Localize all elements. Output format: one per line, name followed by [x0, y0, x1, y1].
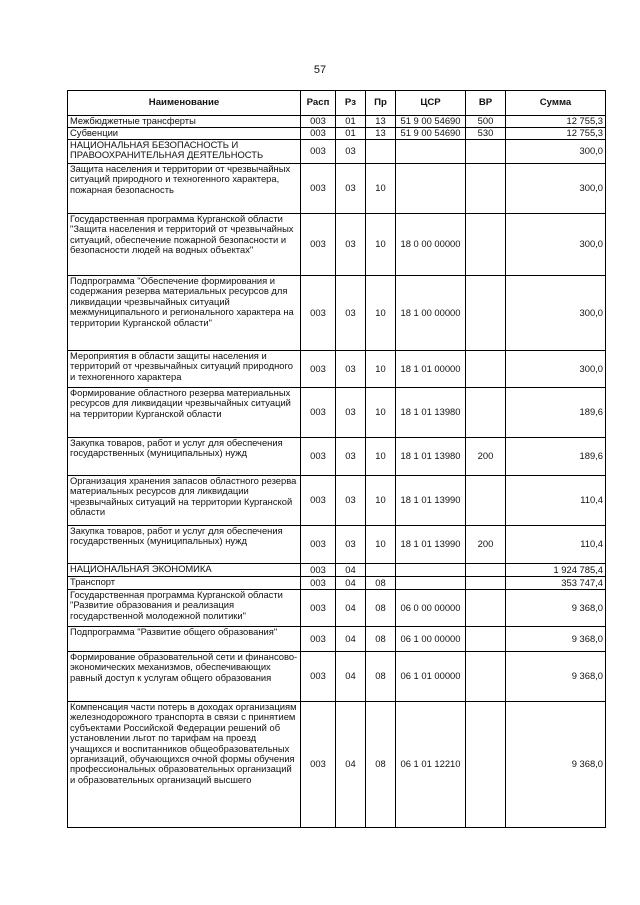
- row-rz: 04: [336, 590, 366, 627]
- row-csr: 51 9 00 54690: [396, 116, 466, 128]
- row-csr: 18 1 01 13980: [396, 438, 466, 476]
- row-pr: 10: [366, 164, 396, 214]
- header-name: Наименование: [68, 91, 301, 116]
- table-row: [68, 702, 606, 828]
- row-csr: 18 1 01 13990: [396, 476, 466, 526]
- row-name: Мероприятия в области защиты населения и территорий от чрезвычайных ситуаций природного и техногенного характера: [68, 351, 301, 388]
- row-pr: 10: [366, 438, 396, 476]
- row-rz: 04: [336, 627, 366, 652]
- row-pr: [366, 140, 396, 164]
- row-csr: 51 9 00 54690: [396, 128, 466, 140]
- row-name: НАЦИОНАЛЬНАЯ БЕЗОПАСНОСТЬ И ПРАВООХРАНИТЕЛЬНАЯ ДЕЯТЕЛЬНОСТЬ: [68, 140, 301, 164]
- row-csr: 06 1 00 00000: [396, 627, 466, 652]
- row-csr: 18 1 00 00000: [396, 276, 466, 351]
- row-pr: [366, 564, 396, 577]
- table-row: [68, 388, 606, 438]
- row-rasp: 003: [301, 577, 336, 590]
- row-pr: 10: [366, 351, 396, 388]
- row-sum: 9 368,0: [506, 627, 606, 652]
- table-row: [68, 627, 606, 652]
- page-number: 57: [313, 64, 327, 76]
- table-row: [68, 577, 606, 590]
- row-rz: 01: [336, 116, 366, 128]
- row-vr: 530: [466, 128, 506, 140]
- row-csr: [396, 140, 466, 164]
- row-pr: 13: [366, 128, 396, 140]
- row-sum: 300,0: [506, 276, 606, 351]
- row-name: Защита населения и территории от чрезвычайных ситуаций природного и техногенного характера, пожарная безопасность: [68, 164, 301, 214]
- row-rasp: 003: [301, 276, 336, 351]
- row-pr: 08: [366, 627, 396, 652]
- row-sum: 110,4: [506, 476, 606, 526]
- row-rz: 03: [336, 526, 366, 564]
- budget-table: [67, 90, 606, 828]
- row-vr: [466, 476, 506, 526]
- table-row: [68, 564, 606, 577]
- row-rz: 04: [336, 652, 366, 702]
- row-pr: 10: [366, 214, 396, 276]
- header-vr: ВР: [466, 91, 506, 116]
- row-vr: 200: [466, 526, 506, 564]
- row-name: Организация хранения запасов областного резерва материальных ресурсов для ликвидации чрезвычайных ситуаций на территории Курганской области: [68, 476, 301, 526]
- header-row: [68, 91, 606, 116]
- table-row: [68, 276, 606, 351]
- row-rz: 03: [336, 388, 366, 438]
- row-vr: 200: [466, 438, 506, 476]
- row-sum: 12 755,3: [506, 128, 606, 140]
- table-row: [68, 476, 606, 526]
- row-rz: 03: [336, 276, 366, 351]
- row-name: Межбюджетные трансферты: [68, 116, 301, 128]
- row-rz: 03: [336, 140, 366, 164]
- row-csr: 18 0 00 00000: [396, 214, 466, 276]
- row-sum: 9 368,0: [506, 590, 606, 627]
- header-pr: Пр: [366, 91, 396, 116]
- row-csr: [396, 564, 466, 577]
- row-name: Подпрограмма "Развитие общего образования": [68, 627, 301, 652]
- row-vr: [466, 590, 506, 627]
- row-rz: 04: [336, 564, 366, 577]
- row-name: Субвенции: [68, 128, 301, 140]
- row-sum: 300,0: [506, 351, 606, 388]
- row-name: Закупка товаров, работ и услуг для обеспечения государственных (муниципальных) нужд: [68, 438, 301, 476]
- row-rasp: 003: [301, 476, 336, 526]
- table-row: [68, 526, 606, 564]
- row-rasp: 003: [301, 351, 336, 388]
- header-csr: ЦСР: [396, 91, 466, 116]
- row-sum: 9 368,0: [506, 652, 606, 702]
- row-name: Государственная программа Курганской области "Развитие образования и реализация государственной молодежной политики": [68, 590, 301, 627]
- row-vr: [466, 577, 506, 590]
- row-rz: 03: [336, 351, 366, 388]
- row-vr: [466, 702, 506, 828]
- row-rasp: 003: [301, 140, 336, 164]
- row-vr: [466, 564, 506, 577]
- row-name: НАЦИОНАЛЬНАЯ ЭКОНОМИКА: [68, 564, 301, 577]
- row-rasp: 003: [301, 128, 336, 140]
- row-rz: 03: [336, 438, 366, 476]
- row-rz: 04: [336, 577, 366, 590]
- row-pr: 10: [366, 526, 396, 564]
- row-sum: 9 368,0: [506, 702, 606, 828]
- row-pr: 08: [366, 577, 396, 590]
- row-pr: 08: [366, 590, 396, 627]
- row-rasp: 003: [301, 214, 336, 276]
- row-rasp: 003: [301, 116, 336, 128]
- row-vr: [466, 140, 506, 164]
- header-rasp: Расп: [301, 91, 336, 116]
- row-vr: [466, 214, 506, 276]
- row-csr: [396, 577, 466, 590]
- row-name: Государственная программа Курганской области "Защита населения и территорий от чрезвычайных ситуаций, обеспечение пожарной безопасности и безопасности людей на водных объектах": [68, 214, 301, 276]
- row-name: Компенсация части потерь в доходах организациям железнодорожного транспорта в связи с принятием субъектами Российской Федерации решений об установлении льгот по тарифам на проезд учащихся и воспитанников общеобразовательных организаций, обучающихся очной формы обучения профессиональных образовательных организаций и образовательных организаций высшего: [68, 702, 301, 828]
- row-name: Формирование областного резерва материальных ресурсов для ликвидации чрезвычайных ситуаций на территории Курганской области: [68, 388, 301, 438]
- row-rasp: 003: [301, 438, 336, 476]
- header-rz: Рз: [336, 91, 366, 116]
- row-sum: 189,6: [506, 388, 606, 438]
- row-sum: 12 755,3: [506, 116, 606, 128]
- row-rasp: 003: [301, 590, 336, 627]
- row-rasp: 003: [301, 526, 336, 564]
- row-vr: [466, 164, 506, 214]
- table-row: [68, 128, 606, 140]
- row-pr: 10: [366, 476, 396, 526]
- row-rasp: 003: [301, 388, 336, 438]
- row-rasp: 003: [301, 564, 336, 577]
- row-name: Формирование образовательной сети и финансово-экономических механизмов, обеспечивающих равный доступ к услугам общего образования: [68, 652, 301, 702]
- row-name: Подпрограмма "Обеспечение формирования и содержания резерва материальных ресурсов для ликвидации чрезвычайных ситуаций межмуниципального и регионального характера на территории Курганской области": [68, 276, 301, 351]
- row-pr: 10: [366, 388, 396, 438]
- row-rasp: 003: [301, 702, 336, 828]
- row-sum: 189,6: [506, 438, 606, 476]
- table-row: [68, 164, 606, 214]
- row-vr: [466, 652, 506, 702]
- row-rasp: 003: [301, 627, 336, 652]
- table-row: [68, 590, 606, 627]
- row-pr: 13: [366, 116, 396, 128]
- row-name: Закупка товаров, работ и услуг для обеспечения государственных (муниципальных) нужд: [68, 526, 301, 564]
- row-rz: 04: [336, 702, 366, 828]
- row-csr: [396, 164, 466, 214]
- row-rz: 03: [336, 476, 366, 526]
- row-sum: 353 747,4: [506, 577, 606, 590]
- table-row: [68, 116, 606, 128]
- row-pr: 08: [366, 702, 396, 828]
- row-sum: 300,0: [506, 140, 606, 164]
- table-row: [68, 214, 606, 276]
- row-vr: [466, 627, 506, 652]
- row-csr: 06 0 00 00000: [396, 590, 466, 627]
- row-vr: 500: [466, 116, 506, 128]
- row-pr: 08: [366, 652, 396, 702]
- row-vr: [466, 351, 506, 388]
- row-rz: 03: [336, 214, 366, 276]
- row-name: Транспорт: [68, 577, 301, 590]
- row-csr: 06 1 01 00000: [396, 652, 466, 702]
- row-pr: 10: [366, 276, 396, 351]
- row-rasp: 003: [301, 164, 336, 214]
- row-csr: 18 1 01 00000: [396, 351, 466, 388]
- table-row: [68, 140, 606, 164]
- row-vr: [466, 276, 506, 351]
- header-sum: Сумма: [506, 91, 606, 116]
- row-csr: 18 1 01 13990: [396, 526, 466, 564]
- row-sum: 1 924 785,4: [506, 564, 606, 577]
- row-rz: 01: [336, 128, 366, 140]
- table-row: [68, 652, 606, 702]
- row-sum: 300,0: [506, 164, 606, 214]
- row-vr: [466, 388, 506, 438]
- row-sum: 300,0: [506, 214, 606, 276]
- row-rz: 03: [336, 164, 366, 214]
- row-csr: 18 1 01 13980: [396, 388, 466, 438]
- row-rasp: 003: [301, 652, 336, 702]
- table-row: [68, 351, 606, 388]
- table-row: [68, 438, 606, 476]
- row-sum: 110,4: [506, 526, 606, 564]
- row-csr: 06 1 01 12210: [396, 702, 466, 828]
